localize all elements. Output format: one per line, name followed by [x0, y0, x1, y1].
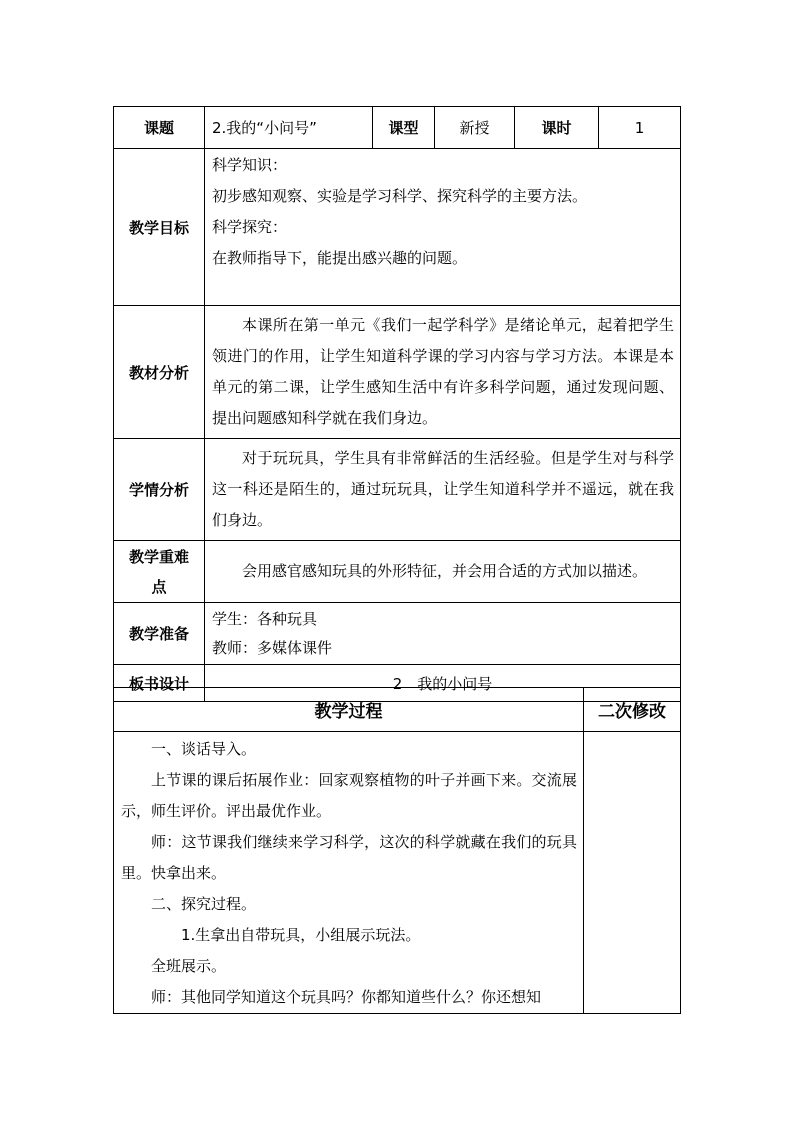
material-row — [114, 306, 681, 439]
lesson-info-table — [113, 106, 681, 702]
process-paragraph: 师：这节课我们继续来学习科学，这次的科学就藏在我们的玩具里。快拿出来。 — [121, 833, 577, 882]
material-text: 本课所在第一单元《我们一起学科学》是绪论单元，起着把学生领进门的作用，让学生知道科学课的学习内容与学习方法。本课是本单元的第二课，让学生感知生活中有许多科学问题，通过发现问题、提出问题感知科学就在我们身边。 — [205, 306, 681, 439]
process-paragraph: 上节课的课后拓展作业：回家观察植物的叶子并画下来。交流展示，师生评价。评出最优作业。 — [121, 771, 577, 820]
prep-line: 教师：多媒体课件 — [212, 638, 333, 657]
revision-column — [584, 732, 681, 1014]
key-row — [114, 541, 681, 603]
process-paragraph: 一、谈话导入。 — [151, 740, 257, 758]
board-text: 2 我的小问号 — [205, 665, 681, 702]
key-label-line: 点 — [151, 577, 167, 596]
period-label: 课时 — [515, 107, 599, 149]
goals-content — [205, 149, 681, 306]
type-value: 新授 — [435, 107, 515, 149]
process-table — [113, 687, 681, 1014]
goals-label: 教学目标 — [114, 149, 205, 306]
students-text: 对于玩玩具，学生具有非常鲜活的生活经验。但是学生对与科学这一科还是陌生的，通过玩玩具，让学生知道科学并不遥远，就在我们身边。 — [205, 439, 681, 541]
key-label-line: 教学重难 — [128, 547, 189, 566]
process-title: 教学过程 — [114, 688, 584, 732]
process-header-row — [114, 688, 681, 732]
goals-line: 在教师指导下，能提出感兴趣的问题。 — [212, 249, 468, 267]
revision-title: 二次修改 — [584, 688, 681, 732]
type-label: 课型 — [373, 107, 435, 149]
goals-line: 初步感知观察、实验是学习科学、探究科学的主要方法。 — [212, 187, 588, 205]
process-paragraph: 全班展示。 — [151, 957, 227, 975]
header-row — [114, 107, 681, 149]
process-paragraph: 1.生拿出自带玩具，小组展示玩法。 — [181, 926, 421, 944]
students-label: 学情分析 — [114, 439, 205, 541]
students-row — [114, 439, 681, 541]
goals-line: 科学探究： — [212, 218, 288, 236]
material-label: 教材分析 — [114, 306, 205, 439]
process-paragraph: 师：其他同学知道这个玩具吗？你都知道些什么？你还想知 — [151, 988, 542, 1006]
goals-row — [114, 149, 681, 306]
key-text: 会用感官感知玩具的外形特征，并会用合适的方式加以描述。 — [205, 541, 681, 603]
prep-content — [205, 603, 681, 665]
prep-row — [114, 603, 681, 665]
prep-line: 学生：各种玩具 — [212, 609, 318, 628]
process-paragraph: 二、探究过程。 — [151, 895, 257, 913]
board-label: 板书设计 — [114, 665, 205, 702]
process-content — [114, 732, 584, 1014]
prep-label: 教学准备 — [114, 603, 205, 665]
topic-label: 课题 — [114, 107, 205, 149]
process-body-row — [114, 732, 681, 1014]
key-label — [114, 541, 205, 603]
goals-line: 科学知识： — [212, 156, 288, 174]
period-value: 1 — [599, 107, 681, 149]
topic-value: 2.我的“小问号” — [205, 107, 373, 149]
